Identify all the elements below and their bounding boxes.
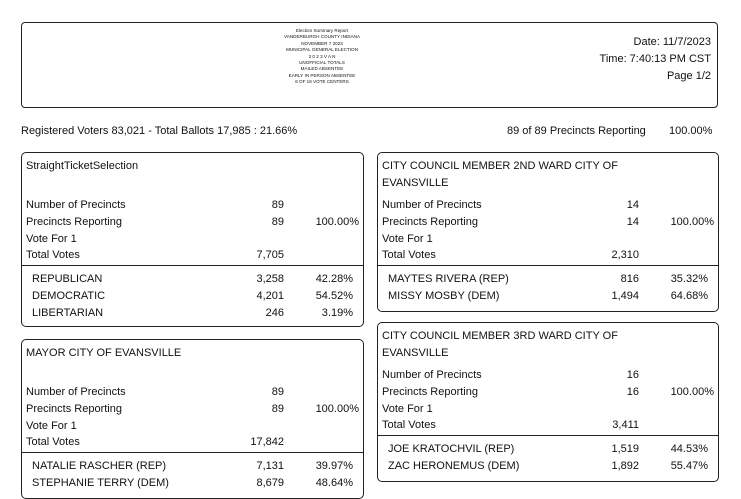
vote-for-label: Vote For 1 [382,403,433,415]
contest-title: StraightTicketSelection [26,160,139,172]
header-line: VANDERBURGH COUNTY INDIANA [284,34,360,40]
reporting-pct: 100.00% [315,403,359,415]
reporting-label: Precincts Reporting [382,216,478,228]
total-votes-label: Total Votes [26,436,80,448]
registered-voters-summary: Registered Voters 83,021 - Total Ballots 17,985 : 21.66% [21,125,298,137]
reporting-count: 14 [626,216,639,228]
total-votes-label: Total Votes [382,249,436,261]
reporting-count: 89 [271,403,284,415]
candidate-votes: 816 [620,273,639,285]
precincts-label: Number of Precincts [382,199,482,211]
header-line: Election Summary Report [295,28,349,33]
candidate-pct: 39.97% [315,460,353,472]
candidate-pct: 54.52% [315,290,353,302]
total-votes: 7,705 [256,249,284,261]
total-votes-label: Total Votes [382,419,436,431]
candidate-votes: 3,258 [256,273,284,285]
reporting-label: Precincts Reporting [26,403,122,415]
header-line: MUNICIPAL GENERAL ELECTION [286,47,358,53]
candidate-name: REPUBLICAN [32,273,103,285]
total-votes: 3,411 [612,419,639,431]
precincts-count: 89 [271,386,284,398]
report-time: Time: 7:40:13 PM CST [599,53,711,65]
reporting-pct: 100.00% [670,216,714,228]
report-date-block [600,34,711,85]
report-date: Date: 11/7/2023 [633,36,711,48]
candidate-name: NATALIE RASCHER (REP) [32,460,167,472]
contest-title-line2: EVANSVILLE [382,347,449,359]
divider [22,265,363,266]
reporting-pct: 100.00% [670,386,714,398]
precincts-label: Number of Precincts [26,386,126,398]
ward3-contest [377,322,719,482]
candidate-votes: 1,892 [611,460,639,472]
header-line: UNOFFICIAL TOTALS [299,60,345,66]
reporting-count: 16 [626,386,639,398]
candidate-votes: 1,494 [611,290,639,302]
candidate-pct: 48.64% [315,477,353,489]
precincts-reporting-summary: 89 of 89 Precincts Reporting [507,125,646,137]
header-line: 6 OF 16 VOTE CENTERS [295,79,349,85]
precincts-label: Number of Precincts [26,199,126,211]
contest-title: MAYOR CITY OF EVANSVILLE [26,347,182,359]
contest-title-line2: EVANSVILLE [382,177,449,189]
header-line: MAILED ABSENTEE [300,66,344,72]
candidate-name: STEPHANIE TERRY (DEM) [32,477,169,489]
precincts-count: 16 [626,369,639,381]
candidate-name: DEMOCRATIC [32,290,106,302]
contest-title: CITY COUNCIL MEMBER 2ND WARD CITY OF [382,160,618,172]
report-header [21,22,718,108]
candidate-name: ZAC HERONEMUS (DEM) [388,460,520,472]
ward2-contest [377,152,719,312]
mayor-contest [21,339,364,499]
candidate-name: JOE KRATOCHVIL (REP) [388,443,515,455]
reporting-pct: 100.00% [315,216,359,228]
candidate-name: MISSY MOSBY (DEM) [388,290,500,302]
vote-for-label: Vote For 1 [26,233,77,245]
reporting-count: 89 [271,216,284,228]
contest-title: CITY COUNCIL MEMBER 3RD WARD CITY OF [382,330,618,342]
candidate-votes: 7,131 [256,460,284,472]
candidate-pct: 42.28% [315,273,353,285]
header-line: NOVEMBER 7 2023 [301,40,343,46]
precincts-label: Number of Precincts [382,369,482,381]
vote-for-label: Vote For 1 [382,233,433,245]
candidate-pct: 3.19% [321,307,353,319]
reporting-label: Precincts Reporting [382,386,478,398]
candidate-pct: 55.47% [670,460,708,472]
divider [22,452,363,453]
candidate-votes: 8,679 [256,477,284,489]
divider [378,265,718,266]
total-votes: 17,842 [250,436,284,448]
total-votes-label: Total Votes [26,249,80,261]
report-title-block [252,28,392,86]
precincts-reporting-pct: 100.00% [669,125,713,137]
candidate-name: MAYTES RIVERA (REP) [388,273,509,285]
candidate-name: LIBERTARIAN [32,307,104,319]
divider [378,435,718,436]
reporting-label: Precincts Reporting [26,216,122,228]
header-line: 2 0 2 3 V A N [308,53,336,59]
vote-for-label: Vote For 1 [26,420,77,432]
page-number: Page 1/2 [666,70,711,82]
candidate-pct: 35.32% [670,273,708,285]
precincts-count: 89 [271,199,284,211]
candidate-votes: 246 [265,307,284,319]
precincts-count: 14 [626,199,639,211]
total-votes: 2,310 [611,249,639,261]
candidate-pct: 64.68% [670,290,708,302]
candidate-votes: 1,519 [611,443,639,455]
straight-ticket-contest [21,152,364,327]
candidate-pct: 44.53% [670,443,708,455]
header-line: EARLY IN PERSON ABSENTEE [288,72,356,78]
candidate-votes: 4,201 [256,290,284,302]
